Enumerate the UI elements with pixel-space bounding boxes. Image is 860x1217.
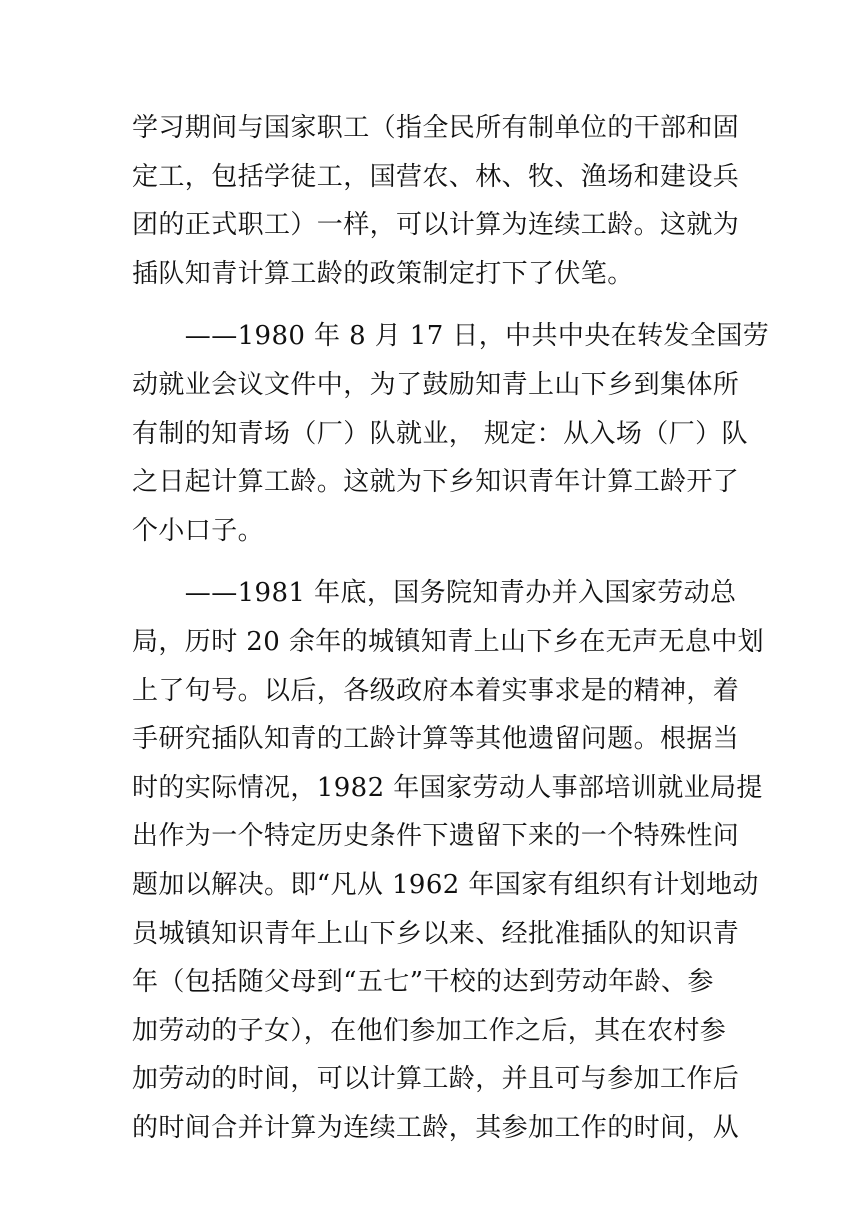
text-line: 题加以解决。即“凡从 1962 年国家有组织有计划地动: [132, 869, 759, 900]
text-line: 有制的知青场（厂）队就业， 规定：从入场（厂）队: [132, 418, 748, 449]
text-line: 年（包括随父母到“五七”干校的达到劳动年龄、参: [132, 967, 714, 998]
text-line: 插队知青计算工龄的政策制定打下了伏笔。: [132, 258, 634, 289]
text-line: 时的实际情况，1982 年国家劳动人事部培训就业局提: [132, 772, 763, 803]
text-line: 学习期间与国家职工（指全民所有制单位的干部和固: [132, 113, 740, 143]
text-line: 员城镇知识青年上山下乡以来、经批准插队的知识青: [132, 918, 740, 949]
paragraph: [132, 569, 765, 1152]
text-line: 局，历时 20 余年的城镇知青上山下乡在无声无息中划: [132, 626, 765, 657]
text-line: 手研究插队知青的工龄计算等其他遗留问题。根据当: [132, 724, 740, 755]
text-line: 加劳动的子女），在他们参加工作之后，其在农村参: [132, 1015, 727, 1046]
text-line: ——1981 年底，国务院知青办并入国家劳动总: [132, 578, 737, 609]
text-line: 之日起计算工龄。这就为下乡知识青年计算工龄开了: [132, 467, 740, 498]
paragraph: [132, 312, 770, 555]
paragraph-gap: [132, 555, 732, 569]
paragraph-gap: [132, 298, 732, 312]
text-line: 个小口子。: [132, 515, 265, 546]
text-line: 上了句号。以后，各级政府本着实事求是的精神，着: [132, 675, 740, 706]
text-line: 出作为一个特定历史条件下遗留下来的一个特殊性问: [132, 821, 740, 852]
text-line: 的时间合并计算为连续工龄，其参加工作的时间，从: [132, 1112, 740, 1143]
text-line: 定工，包括学徒工，国营农、林、牧、渔场和建设兵: [132, 161, 740, 192]
text-line: 加劳动的时间，可以计算工龄，并且可与参加工作后: [132, 1064, 740, 1095]
body-text: [132, 104, 770, 1152]
text-line: 团的正式职工）一样，可以计算为连续工龄。这就为: [132, 210, 740, 241]
text-line: 动就业会议文件中，为了鼓励知青上山下乡到集体所: [132, 369, 740, 400]
text-line: ——1980 年 8 月 17 日，中共中央在转发全国劳: [132, 321, 770, 352]
paragraph: [132, 104, 740, 298]
